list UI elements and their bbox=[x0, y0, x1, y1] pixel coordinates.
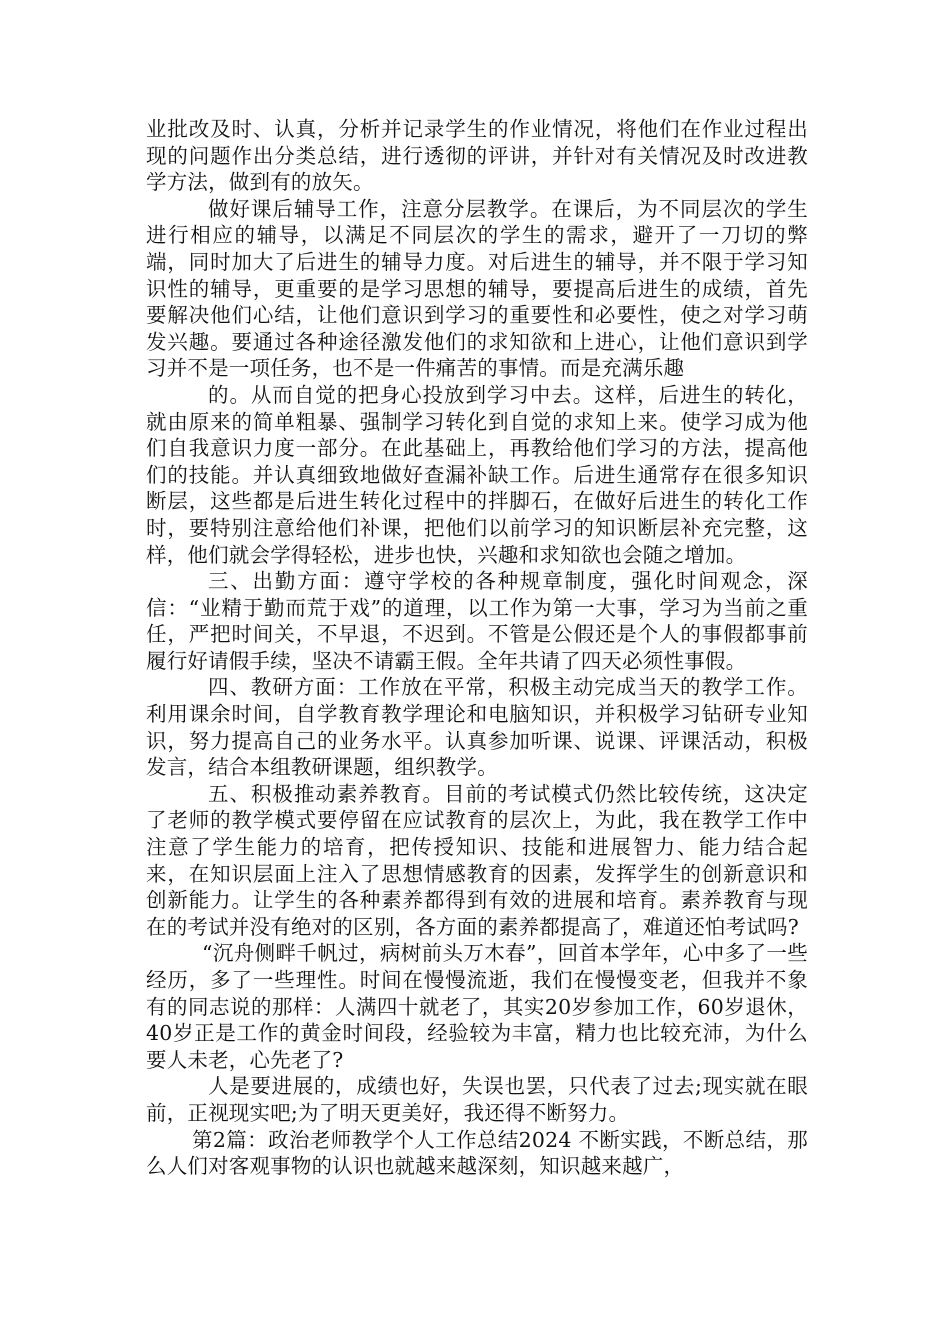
paragraph-teaching-research: 四、教研方面：工作放在平常，积极主动完成当天的教学工作。利用课余时间，自学教育教学理论和电脑知识，并积极学习钻研专业知识，努力提高自己的业务水平。认真参加听课、说课、评课活动，积极发言，结合本组教研课题，组织教学。 bbox=[146, 675, 808, 780]
paragraph-quality-education: 五、积极推动素养教育。目前的考试模式仍然比较传统，这决定了老师的教学模式要停留在应试教育的层次上，为此，我在教学工作中注意了学生能力的培育，把传授知识、技能和进展智力、能力结合起来，在知识层面上注入了思想情感教育的因素，发挥学生的创新意识和创新能力。让学生的各种素养都得到有效的进展和培育。素养教育与现在的考试并没有绝对的区别，各方面的素养都提高了，难道还怕考试吗? bbox=[146, 781, 808, 939]
paragraph-homework-grading: 业批改及时、认真，分析并记录学生的作业情况，将他们在作业过程出现的问题作出分类总结，进行透彻的评讲，并针对有关情况及时改进教学方法，做到有的放矢。 bbox=[146, 117, 808, 195]
paragraph-reflection: “沉舟侧畔千帆过，病树前头万木春”，回首本学年，心中多了一些经历，多了一些理性。时间在慢慢流逝，我们在慢慢变老，但我并不象有的同志说的那样：人满四十就老了，其实20岁参加工作，60岁退休，40岁正是工作的黄金时间段，经验较为丰富，精力也比较充沛，为什么要人未老，心先老了? bbox=[146, 941, 808, 1072]
paragraph-lagging-students: 的。从而自觉的把身心投放到学习中去。这样，后进生的转化，就由原来的简单粗暴、强制学习转化到自觉的求知上来。使学习成为他们自我意识力度一部分。在此基础上，再教给他们学习的方法，提高他们的技能。并认真细致地做好查漏补缺工作。后进生通常存在很多知识断层，这些都是后进生转化过程中的拌脚石，在做好后进生的转化工作时，要特别注意给他们补课，把他们以前学习的知识断层补充完整，这样，他们就会学得轻松，进步也快，兴趣和求知欲也会随之增加。 bbox=[146, 382, 808, 567]
paragraph-after-class-tutoring: 做好课后辅导工作，注意分层教学。在课后，为不同层次的学生进行相应的辅导，以满足不同层次的学生的需求，避开了一刀切的弊端，同时加大了后进生的辅导力度。对后进生的辅导，并不限于学习知识性的辅导，更重要的是学习思想的辅导，要提高后进生的成绩，首先要解决他们心结，让他们意识到学习的重要性和必要性，使之对学习萌发兴趣。要通过各种途径激发他们的求知欲和上进心，让他们意识到学习并不是一项任务，也不是一件痛苦的事情。而是充满乐趣 bbox=[146, 196, 808, 381]
paragraph-attendance: 三、出勤方面：遵守学校的各种规章制度，强化时间观念，深信：“业精于勤而荒于戏”的道理，以工作为第一大事，学习为当前之重任，严把时间关，不早退，不迟到。不管是公假还是个人的事假都事前履行好请假手续，坚决不请霸王假。全年共请了四天必须性事假。 bbox=[146, 569, 808, 673]
paragraph-part-two-heading: 第2篇：政治老师教学个人工作总结2024 不断实践，不断总结，那么人们对客观事物的认识也就越来越深刻，知识越来越广， bbox=[146, 1127, 808, 1179]
document-body bbox=[146, 116, 808, 1180]
paragraph-closing: 人是要进展的，成绩也好，失误也罢，只代表了过去;现实就在眼前，正视现实吧;为了明天更美好，我还得不断努力。 bbox=[146, 1074, 808, 1125]
